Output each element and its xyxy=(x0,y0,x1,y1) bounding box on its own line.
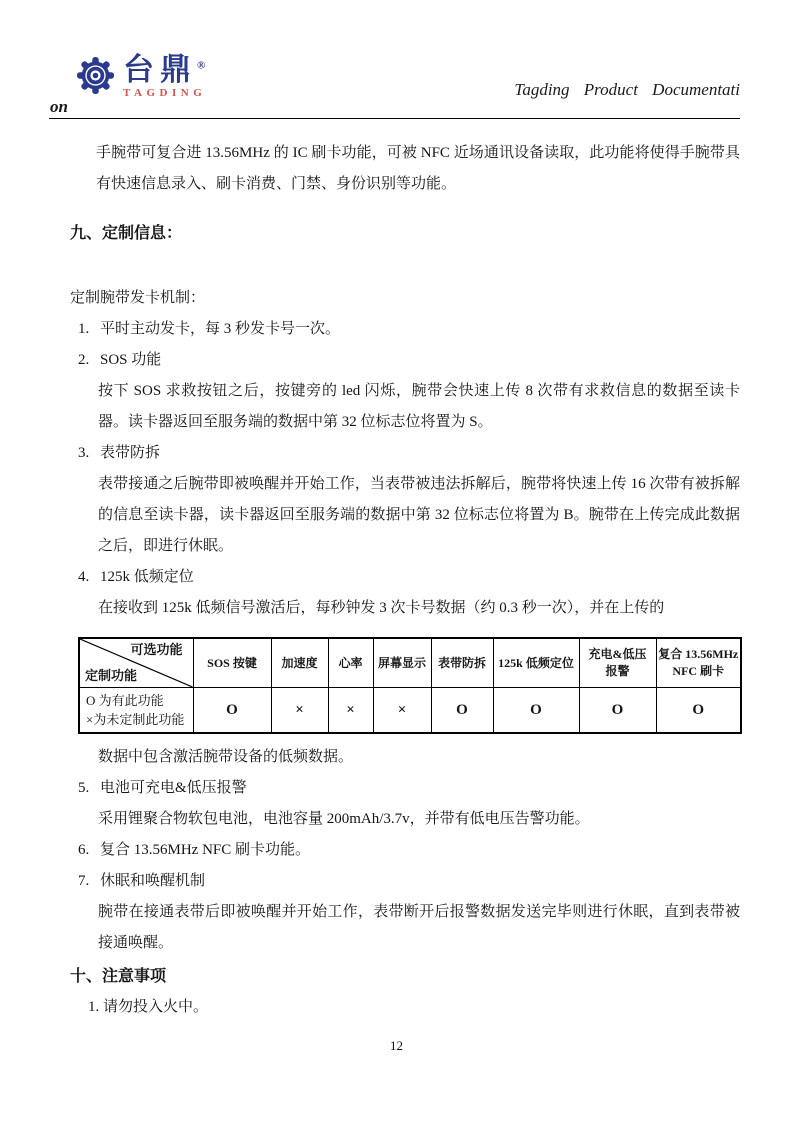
features-table xyxy=(78,637,742,734)
list-item-3 xyxy=(70,438,740,469)
value-sos-button: O xyxy=(193,688,271,734)
col-header-line: NFC 刷卡 xyxy=(672,664,725,678)
list-item-7-number: 7. xyxy=(78,873,90,889)
header-doc-title-wrapped: on xyxy=(50,97,68,116)
col-header-line: 充电&低压 xyxy=(588,647,647,661)
list-item-4-continuation: 数据中包含激活腕带设备的低频数据。 xyxy=(98,749,354,765)
list-item-3-title: 表带防拆 xyxy=(100,445,161,461)
features-table-value-row xyxy=(79,688,741,734)
col-header-line: SOS 按键 xyxy=(207,655,257,670)
list-item-2 xyxy=(70,345,740,376)
list-item-5-number: 5. xyxy=(78,780,90,796)
list-item-4 xyxy=(70,562,740,593)
registered-trademark-icon: ® xyxy=(197,59,206,72)
list-item-7-title: 休眠和唤醒机制 xyxy=(100,873,206,889)
value-nfc-card: O xyxy=(656,688,741,734)
column-header-charging-lowvoltage xyxy=(579,638,656,688)
list-lead-line: 定制腕带发卡机制： xyxy=(70,290,206,306)
col-header-line: 表带防拆 xyxy=(437,655,486,670)
logo-text-block xyxy=(123,54,206,99)
page-number: 12 xyxy=(390,1038,403,1053)
list-item-2-number: 2. xyxy=(78,352,90,368)
col-header-line: 加速度 xyxy=(281,655,318,670)
list-item-4-body: 在接收到 125k 低频信号激活后，每秒钟发 3 次卡号数据（约 0.3 秒一次），并在上传的 xyxy=(98,600,665,616)
list-item-1 xyxy=(70,314,740,345)
features-table-header-row xyxy=(79,638,741,688)
list-item-2-body: 按下 SOS 求救按钮之后，按键旁的 led 闪烁，腕带会快速上传 8 次带有求救信息的数据至读卡器。读卡器返回至服务端的数据中第 32 位标志位将置为 S。 xyxy=(98,383,740,430)
list-item-7-body: 腕带在接通表带后即被唤醒并开始工作，表带断开后报警数据发送完毕则进行休眠，直到表带被接通唤醒。 xyxy=(98,904,740,951)
column-header-heart-rate xyxy=(328,638,373,688)
logo-english-name: TAGDING xyxy=(123,87,207,99)
header-divider xyxy=(49,118,740,119)
value-screen-display: × xyxy=(373,688,431,734)
column-header-strap-tamper xyxy=(431,638,493,688)
list-item-6 xyxy=(70,835,740,866)
col-header-line: 报警 xyxy=(605,664,630,678)
section-10-heading: 十、注意事项 xyxy=(70,968,167,985)
list-item-4-number: 4. xyxy=(78,569,90,585)
column-header-accelerometer xyxy=(271,638,328,688)
list-item-5-title: 电池可充电&低压报警 xyxy=(100,780,247,796)
logo-cn-text: 台鼎 xyxy=(123,52,197,87)
legend-line-has-feature: O 为有此功能 xyxy=(86,693,164,708)
value-125k-positioning: O xyxy=(493,688,579,734)
logo-chinese-name xyxy=(123,54,206,85)
legend-line-not-customized: ×为未定制此功能 xyxy=(86,712,185,727)
col-header-line: 125k 低频定位 xyxy=(498,655,574,670)
list-item-6-title: 复合 13.56MHz NFC 刷卡功能。 xyxy=(100,842,311,858)
intro-paragraph: 手腕带可复合进 13.56MHz 的 IC 刷卡功能，可被 NFC 近场通讯设备读取，此功能将使得手腕带具有快速信息录入、刷卡消费、门禁、身份识别等功能。 xyxy=(96,145,740,192)
list-item-4-title: 125k 低频定位 xyxy=(100,569,194,585)
list-item-5 xyxy=(70,773,740,804)
col-header-line: 心率 xyxy=(338,655,363,670)
col-header-line: 复合 13.56MHz xyxy=(658,647,739,661)
document-body xyxy=(70,138,740,1023)
column-header-screen-display xyxy=(373,638,431,688)
list-item-7 xyxy=(70,866,740,897)
section-9-heading: 九、定制信息： xyxy=(70,225,183,242)
table-legend-cell xyxy=(79,688,193,734)
column-header-nfc-card xyxy=(656,638,741,688)
corner-label-custom-features: 定制功能 xyxy=(85,668,138,683)
list-item-3-body: 表带接通之后腕带即被唤醒并开始工作，当表带被违法拆解后，腕带将快速上传 16 次带有被拆解的信息至读卡器，读卡器返回至服务端的数据中第 32 位标志位将置为 B。腕带在上传完成此数据之后，即进行休眠。 xyxy=(98,476,740,554)
column-header-125k-positioning xyxy=(493,638,579,688)
value-accelerometer: × xyxy=(271,688,328,734)
header-doc-title: Tagding Product Documentati xyxy=(514,80,740,99)
list-item-1-number: 1. xyxy=(78,321,90,337)
list-item-1-title: 平时主动发卡，每 3 秒发卡号一次。 xyxy=(100,321,341,337)
list-item-6-number: 6. xyxy=(78,842,90,858)
value-charging-lowvoltage: O xyxy=(579,688,656,734)
tagding-logo xyxy=(77,54,206,99)
list-item-2-title: SOS 功能 xyxy=(100,352,162,368)
corner-label-optional-features: 可选功能 xyxy=(130,642,183,657)
list-item-5-body: 采用锂聚合物软包电池，电池容量 200mAh/3.7v，并带有低电压告警功能。 xyxy=(98,811,590,827)
notice-item-1: 1. 请勿投入火中。 xyxy=(88,999,209,1015)
value-strap-tamper: O xyxy=(431,688,493,734)
value-heart-rate: × xyxy=(328,688,373,734)
column-header-sos-button xyxy=(193,638,271,688)
table-corner-cell xyxy=(79,638,193,688)
col-header-line: 屏幕显示 xyxy=(377,655,426,670)
gear-logo-icon xyxy=(77,57,114,94)
list-item-3-number: 3. xyxy=(78,445,90,461)
